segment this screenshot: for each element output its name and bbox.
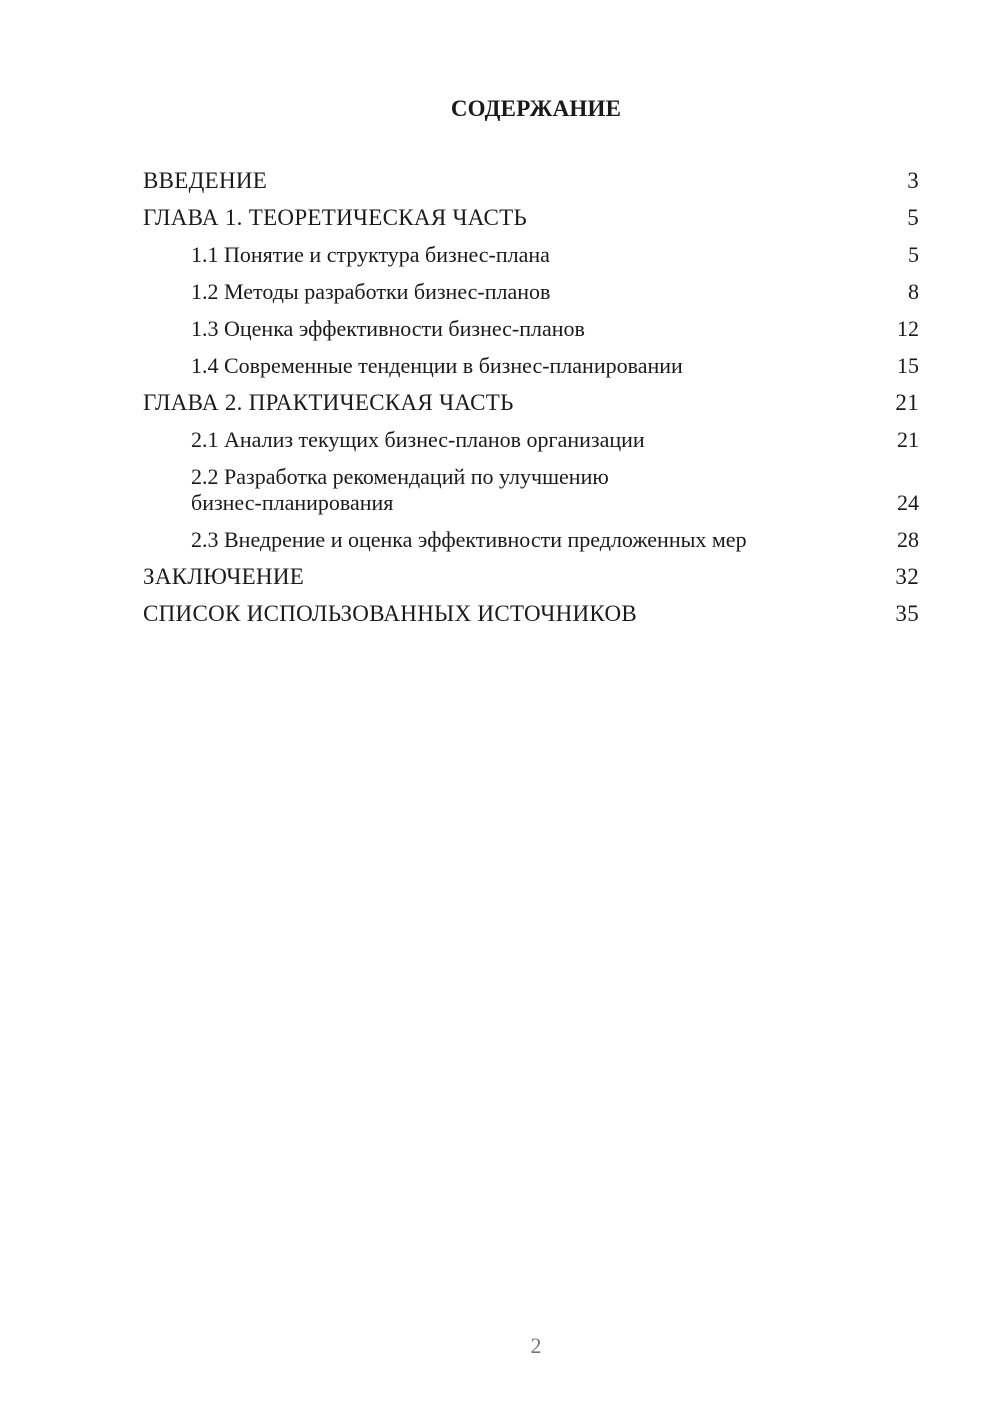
toc-entry-chapter-2[interactable]	[143, 390, 919, 416]
toc-entry-section-1-4[interactable]	[143, 353, 919, 379]
toc-entry-label: 1.4 Современные тенденции в бизнес-планировании	[191, 353, 683, 378]
toc-entry-label: 1.1 Понятие и структура бизнес-плана	[191, 242, 550, 267]
toc-entry-page: 5	[907, 205, 919, 230]
toc-entry-page: 24	[897, 490, 919, 515]
toc-entry-label: 1.3 Оценка эффективности бизнес-планов	[191, 316, 585, 341]
toc-entry-section-1-3[interactable]	[143, 316, 919, 342]
page-title: СОДЕРЖАНИЕ	[450, 96, 622, 121]
toc-entry-label: ГЛАВА 1. ТЕОРЕТИЧЕСКАЯ ЧАСТЬ	[143, 205, 528, 230]
toc-entry-section-1-2[interactable]	[143, 279, 919, 305]
toc-entry-page: 32	[895, 564, 919, 589]
toc-entry-page: 35	[895, 601, 919, 626]
toc-entry-label: 2.3 Внедрение и оценка эффективности предложенных мер	[191, 527, 747, 552]
toc-entry-page: 21	[895, 390, 919, 415]
table-of-contents	[143, 168, 919, 638]
toc-entry-label: СПИСОК ИСПОЛЬЗОВАННЫХ ИСТОЧНИКОВ	[143, 601, 638, 626]
toc-entry-section-1-1[interactable]	[143, 242, 919, 268]
toc-entry-label: ГЛАВА 2. ПРАКТИЧЕСКАЯ ЧАСТЬ	[143, 390, 514, 415]
toc-entry-conclusion[interactable]	[143, 564, 919, 590]
toc-entry-page: 21	[897, 427, 919, 452]
toc-entry-section-2-2[interactable]	[143, 464, 919, 516]
toc-entry-page: 12	[897, 316, 919, 341]
toc-entry-page: 3	[907, 168, 919, 193]
toc-entry-page: 28	[897, 527, 919, 552]
toc-entry-references[interactable]	[143, 601, 919, 627]
toc-entry-label: ЗАКЛЮЧЕНИЕ	[143, 564, 305, 589]
toc-entry-label: 2.2 Разработка рекомендаций по улучшению бизнес-планирования	[191, 464, 609, 515]
toc-entry-page: 5	[908, 242, 919, 267]
toc-entry-label: ВВЕДЕНИЕ	[143, 168, 268, 193]
toc-entry-label: 2.1 Анализ текущих бизнес-планов организации	[191, 427, 645, 452]
toc-entry-label: 1.2 Методы разработки бизнес-планов	[191, 279, 551, 304]
toc-entry-introduction[interactable]	[143, 168, 919, 194]
toc-entry-chapter-1[interactable]	[143, 205, 919, 231]
toc-entry-page: 15	[897, 353, 919, 378]
toc-entry-section-2-3[interactable]	[143, 527, 919, 553]
toc-entry-section-2-1[interactable]	[143, 427, 919, 453]
toc-entry-page: 8	[908, 279, 919, 304]
page-number: 2	[530, 1333, 542, 1358]
